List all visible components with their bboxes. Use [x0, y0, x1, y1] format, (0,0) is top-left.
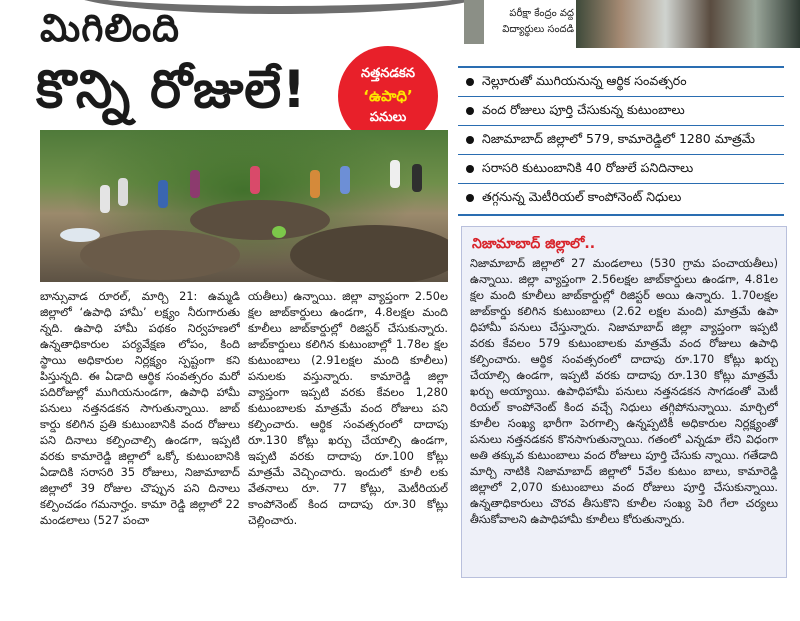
highlight-text: తగ్గనున్న మెటీరియల్ కాంపోనెంట్ నిధులు — [482, 188, 682, 204]
main-photo-workers — [40, 130, 448, 282]
bullet-dot-icon — [466, 194, 474, 202]
article-column-2: యతీలు) ఉన్నాయి. జిల్లా వ్యాప్తంగా 2.50ల క్షల జాబ్‌కార్డులు ఉండగా, 4.8లక్షల మంది కూలీలు జాబ్‌కార్డుల్లో రిజిస్టర్ చేసుకున్నారు. జాబ్‌కార్డులు కలిగిన కుటుంబాల్లో 1.78ల క్షల కుటుంబాలు (2.91లక్షల మంది కూలీలు) పనులకు వస్తున్నారు. కామారెడ్డి జిల్లా వ్యాప్తంగా ఇప్పటి వరకు కేవలం 1,280 కుటుంబాలకు మాత్రమే వంద రోజులు పని కల్పించారు. ఆర్థిక సంవత్సరంలో దాదాపు రూ.130 కోట్లు ఖర్చు చేయాల్సి ఉండగా, ఇప్పటి వరకు దాదాపు రూ.100 కోట్లు మాత్రమే వెచ్చించారు. ఇందులో కూలీ లకు వేతనాలు రూ. 77 కోట్లు, మెటీరియల్ కాంపోనెంట్ కింద దాదాపు రూ.30 కోట్లు చెల్లించారు. — [248, 290, 448, 527]
highlight-item — [458, 184, 784, 212]
bullet-dot-icon — [466, 165, 474, 173]
article-column-1: బాన్సువాడ రూరల్, మార్చి 21: ఉమ్మడి జిల్లాలో ‘ఉపాధి హామీ’ లక్ష్యం నీరుగారుతు న్నది. ఉపాధి హామీ పథకం నిర్వహణలో ఉన్నతాధికారుల పర్యవేక్షణ లోపం, కింది స్థాయి అధికారుల నిర్లక్ష్యం స్పష్టంగా కని పిస్తున్నది. ఈ ఏడాది ఆర్థిక సంవత్సరం మరో పదిరోజుల్లో ముగియనుండగా, ఉపాధి హామీ పనులు నత్తనడకన సాగుతున్నాయి. జాబ్ కార్డు కలిగిన ప్రతి కుటుంబానికి వంద రోజులు పని దినాలు కల్పించాల్సి ఉండగా, ఇప్పటి వరకు కామారెడ్డి జిల్లాలో ఒక్కో కుటుంబానికి ఏడాదికి సరాసరి 35 రోజులు, నిజామాబాద్ జిల్లాలో 39 రోజుల చొప్పున పని దినాలు కల్పించడం గమనార్హం. కామా రెడ్డి జిల్లాలో 22 మండలాలు (527 పంచా — [40, 290, 240, 527]
highlight-item — [458, 126, 784, 155]
highlight-text: సరాసరి కుటుంబానికి 40 రోజులే పనిదినాలు — [482, 159, 694, 175]
sidebar-title: నిజామాబాద్ జిల్లాలో.. — [472, 236, 596, 252]
badge-line-3: పనులు — [369, 110, 407, 125]
highlight-text: నెల్లూరుతో ముగియనున్న ఆర్థిక సంవత్సరం — [482, 72, 687, 88]
headline: కొన్ని రోజులే! — [36, 60, 307, 120]
highlight-item — [458, 155, 784, 184]
bullet-dot-icon — [466, 78, 474, 86]
bullet-dot-icon — [466, 136, 474, 144]
highlight-item — [458, 97, 784, 126]
headline-kicker: మిగిలింది — [40, 6, 181, 50]
highlight-item — [458, 68, 784, 97]
badge-line-1: నత్తనడకన — [361, 66, 415, 81]
highlights-box — [458, 66, 784, 216]
bullet-dot-icon — [466, 107, 474, 115]
top-photo-strip — [576, 0, 800, 48]
sidebar-body: నిజామాబాద్ జిల్లాలో 27 మండలాలు (530 గ్రామ పంచాయతీలు) ఉన్నాయి. జిల్లా వ్యాప్తంగా 2.56లక్షల జాబ్‌కార్డులు ఉండగా, 4.81ల క్షల మంది కూలీలు జాబ్‌కార్డుల్లో రిజిస్టర్ అయి ఉన్నారు. 1.70లక్షల జాబ్‌కార్డు కలిగిన కుటుంబాలు (2.62 లక్షల మంది) మాత్రమే ఉపా ధిహామీ పనులు చేస్తున్నారు. నిజామాబాద్ జిల్లా వ్యాప్తంగా ఇప్పటి వరకు కేవలం 579 కుటుంబాలకు మాత్రమే వంద రోజులు ఉపాధి కల్పించారు. ఆర్థిక సంవత్సరంలో దాదాపు రూ.170 కోట్లు ఖర్చు చేయాల్సి ఉండగా, ఇప్పటి వరకు దాదాపు రూ.130 కోట్లు మాత్రమే ఖర్చు అయ్యాయి. ఉపాధిహామీ పనులు నత్తనడకన సాగడంతో మెటీ రియల్ కాంపోనెంట్ కింద వచ్చే నిధులు తగ్గిపోనున్నాయి. మార్చిలో కూలీల సంఖ్య భారీగా పెరగాల్సి ఉన్నప్పటికీ అధికారుల నిర్లక్ష్యంతో పనులు నత్తనడకన కొనసాగుతున్నాయి. గతంలో ఎన్నడూ లేని విధంగా అతి తక్కువ కుటుంబాలు వంద రోజులు పూర్తి చేసుకు న్నాయి. గతేడాది మార్చి నాటికి నిజామాబాద్ జిల్లాలో 5వేల కుటుం బాలు, కామారెడ్డి జిల్లాలో 2,070 కుటుంబాలు వంద రోజులు పూర్తి చేసుకున్నాయి. ఉన్నతాధికారులు చొరవ తీసుకొని కూలీల సంఖ్య పెరి గేలా చర్యలు తీసుకోవాలని ఉపాధిహామీ కూలీలు కోరుతున్నారు. — [470, 257, 778, 526]
badge-line-2: ‘ఉపాధి’ — [363, 87, 413, 105]
highlight-text: నిజామాబాద్ జిల్లాలో 579, కామారెడ్డిలో 1280 మాత్రమే — [482, 130, 755, 146]
top-photo-caption: పరీక్షా కేంద్రం వద్ద విద్యార్థులు సందడి — [502, 8, 574, 35]
highlight-text: వంద రోజులు పూర్తి చేసుకున్న కుటుంబాలు — [482, 101, 685, 117]
